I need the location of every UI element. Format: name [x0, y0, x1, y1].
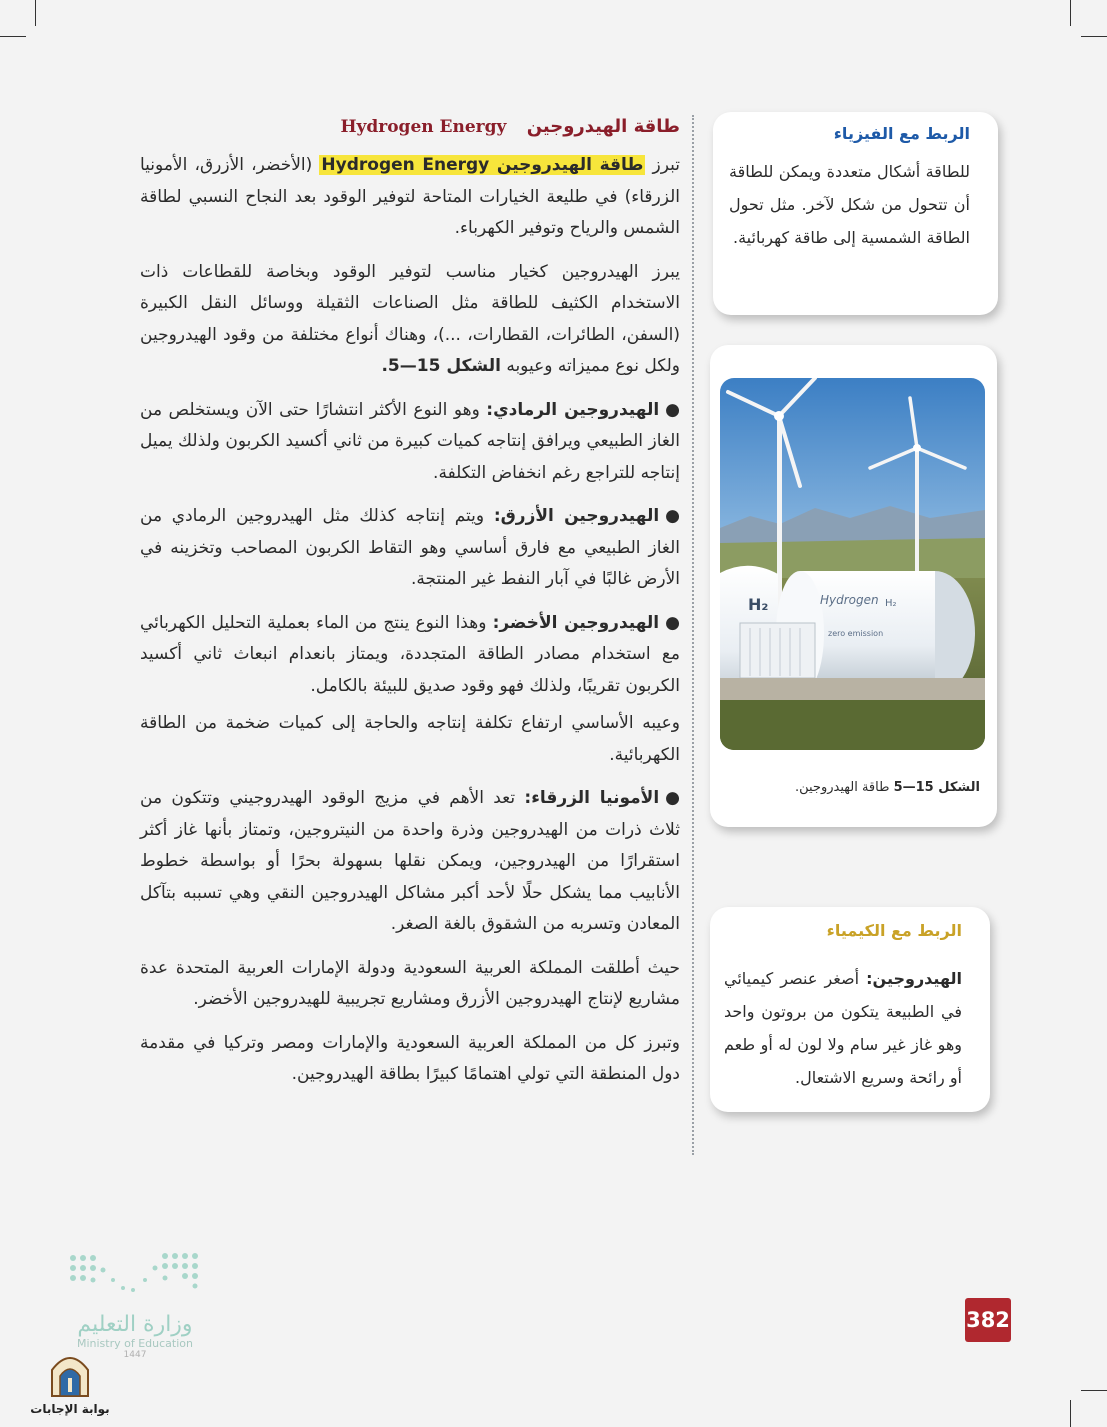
bullet-text: ويتم إنتاجه كذلك مثل الهيدروجين الرمادي من الغاز الطبيعي مع فارق أساسي وهو التقاط الكربون المصاحب وتخزينه في الأرض غالبًا في آبار النفط غير المنتجة. [140, 506, 680, 589]
watermark [30, 1350, 110, 1416]
caption-text: طاقة الهيدروجين. [794, 780, 894, 795]
tank-label-brand: Hydrogen [820, 593, 879, 607]
bullet-text: وهذا النوع ينتج من الماء بعملية التحليل الكهربائي مع استخدام مصادر الطاقة المتجددة، ويمتاز بانعدام انبعاث ثاني أكسيد الكربون تقريبًا، ولذلك فهو وقود صديق للبيئة بالكامل. [140, 612, 680, 696]
chemistry-box-title: الربط مع الكيمياء [826, 921, 962, 940]
paragraph-region: وتبرز كل من المملكة العربية السعودية والإمارات ومصر وتركيا في مقدمة دول المنطقة التي تولي اهتمامًا كبيرًا بطاقة الهيدروجين. [140, 1032, 680, 1084]
figure-caption [720, 780, 980, 795]
bullet-dot-icon: ● [665, 399, 680, 420]
figure-reference: الشكل 15—5. [381, 356, 501, 376]
physics-box-title: الربط مع الفيزياء [833, 124, 970, 143]
crop-mark [1081, 1390, 1107, 1391]
hydrogen-plant-illustration [720, 378, 985, 750]
main-article [140, 112, 680, 1103]
crop-mark [1070, 1400, 1071, 1427]
h2-symbol: H₂ [748, 595, 769, 614]
heading-arabic: طاقة الهيدروجين [526, 116, 680, 137]
bullet-text: تعد الأهم في مزيج الوقود الهيدروجيني وتتكون من ثلاث ذرات من الهيدروجين وذرة واحدة من النيتروجين، وتمتاز بأنها غاز أكثر استقرارًا من الهيدروجين، ويمكن نقلها بسهولة بحرًا أو بواسطة خطوط الأنابيب مما يشكل حلًا لأحد أكبر مشاكل الهيدروجين النقي وهي تسببه بتآكل المعادن وتسربه من الشقوق بالغة الصغر. [140, 788, 680, 934]
ministry-year: 1447 [123, 1350, 147, 1360]
tank-label-sub: H₂ [885, 598, 897, 609]
section-heading [140, 112, 680, 142]
hydrogen-plant-photo [720, 378, 985, 750]
caption-label: الشكل 15—5 [893, 780, 980, 795]
page-number: 382 [965, 1298, 1011, 1342]
crop-mark [35, 0, 36, 26]
bullet-term: الهيدروجين الأزرق: [493, 506, 660, 526]
crop-mark [0, 36, 26, 37]
crop-mark [1081, 36, 1107, 37]
bullet-blue-hydrogen [140, 501, 680, 596]
ministry-name-ar: وزارة التعليم [77, 1312, 193, 1337]
tank-label-emission: zero emission [828, 629, 884, 638]
column-divider [692, 115, 694, 1155]
chemistry-definition: أصغر عنصر كيميائي في الطبيعة يتكون من بروتون واحد وهو غاز غير سام ولا لون له أو طعم أو رائحة وسريع الاشتعال. [724, 969, 962, 1087]
intro-start: تبرز [645, 155, 680, 175]
heading-english: Hydrogen Energy [340, 117, 507, 137]
physics-connection-box [713, 112, 998, 315]
chemistry-box-text [724, 962, 962, 1094]
bullet-blue-ammonia [140, 783, 680, 941]
bullet-gray-hydrogen [140, 395, 680, 490]
crop-mark [1070, 0, 1071, 26]
bullet-text: وهو النوع الأكثر انتشارًا حتى الآن ويستخلص من الغاز الطبيعي ويرافق إنتاجه كميات كبيرة من ثاني أكسيد الكربون ولذلك يميل إنتاجه للتراجع رغم انخفاض التكلفة. [140, 399, 680, 483]
bullet-dot-icon: ● [665, 612, 680, 633]
mosque-gate-icon [48, 1350, 92, 1398]
bullet-green-hydrogen [140, 608, 680, 703]
uses-text: يبرز الهيدروجين كخيار مناسب لتوفير الوقود وبخاصة للقطاعات ذات الاستخدام الكثيف للطاقة مثل الصناعات الثقيلة ووسائل النقل الكبيرة (السفن، الطائرات، القطارات، ...)، وهناك أنواع مختلفة من وقود الهيدروجين ولكل نوع مميزاته وعيوبه [140, 261, 680, 376]
paragraph-uses [140, 257, 680, 383]
chemistry-term: الهيدروجين: [866, 969, 962, 988]
ministry-name-en: Ministry of Education [76, 1337, 193, 1350]
bullet-term: الهيدروجين الرمادي: [486, 399, 660, 420]
paragraph-drawback: وعيبه الأساسي ارتفاع تكلفة إنتاجه والحاجة إلى كميات ضخمة من الطاقة الكهربائية. [140, 713, 680, 765]
chemistry-connection-box [710, 907, 990, 1112]
bullet-term: الهيدروجين الأخضر: [492, 612, 660, 633]
bullet-dot-icon: ● [665, 788, 681, 808]
bullet-dot-icon: ● [665, 506, 680, 526]
highlighted-term: طاقة الهيدروجين Hydrogen Energy [321, 155, 644, 175]
watermark-text: بوابة الإجابات [30, 1402, 110, 1416]
ministry-dots-icon [65, 1250, 205, 1300]
paragraph-projects: حيث أطلقت المملكة العربية السعودية ودولة الإمارات العربية المتحدة عدة مشاريع لإنتاج الهيدروجين الأزرق ومشاريع تجريبية للهيدروجين الأخضر. [140, 957, 680, 1009]
paragraph-intro [140, 150, 680, 245]
ministry-logo [60, 1250, 210, 1360]
physics-box-text: للطاقة أشكال متعددة ويمكن للطاقة أن تتحول من شكل لآخر. مثل تحول الطاقة الشمسية إلى طاقة كهربائية. [729, 162, 970, 247]
bullet-term: الأمونيا الزرقاء: [524, 788, 660, 808]
intro-rest: (الأخضر، الأزرق، الأمونيا الزرقاء) في طليعة الخيارات المتاحة لتوفير الوقود بعد النجاح النسبي لطاقة الشمس والرياح وتوفير الكهرباء. [140, 155, 680, 238]
